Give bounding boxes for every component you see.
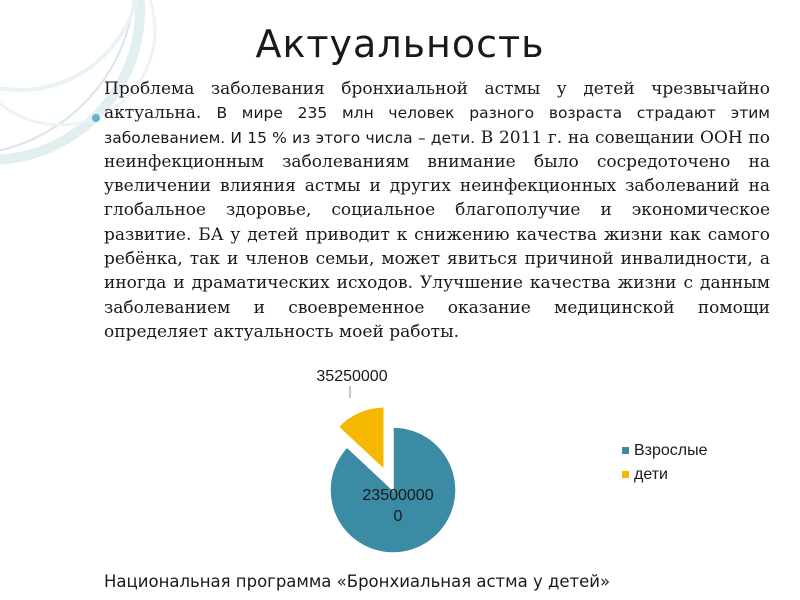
- body-paragraph: [104, 77, 770, 344]
- footer-note: Национальная программа «Бронхиальная астма у детей»: [104, 572, 611, 591]
- legend-swatch-0: [622, 447, 629, 454]
- body-text-part3: В 2011 г. на совещании ООН по неинфекционным заболеваниям внимание было сосредоточено на увеличении влияния астмы и других неинфекционных заболеваний на глобальное здоровье, социальное благополучие и экономическое развитие. БА у детей приводит к снижению качества жизни как самого ребёнка, так и членов семьи, может явиться причиной инвалидности, а иногда и драматических исходов. Улучшение качества жизни с данным заболеванием и своевременное оказание медицинской помощи определяет актуальность моей работы.: [104, 127, 770, 342]
- slide-title: Актуальность: [255, 22, 545, 66]
- data-label-0: 23500000 0: [362, 487, 434, 525]
- body-text-part2: В мире 235 млн человек разного возраста страдают этим заболеванием. И 15 % из этого числа – дети.: [104, 104, 770, 147]
- data-label-1: 35250000: [316, 368, 388, 385]
- legend-label-1: дети: [634, 466, 668, 483]
- legend-swatch-1: [622, 471, 629, 478]
- legend-label-0: Взрослые: [634, 442, 708, 459]
- body-text-part1: Проблема заболевания бронхиальной астмы у детей чрезвычайно актуальна.: [104, 79, 770, 124]
